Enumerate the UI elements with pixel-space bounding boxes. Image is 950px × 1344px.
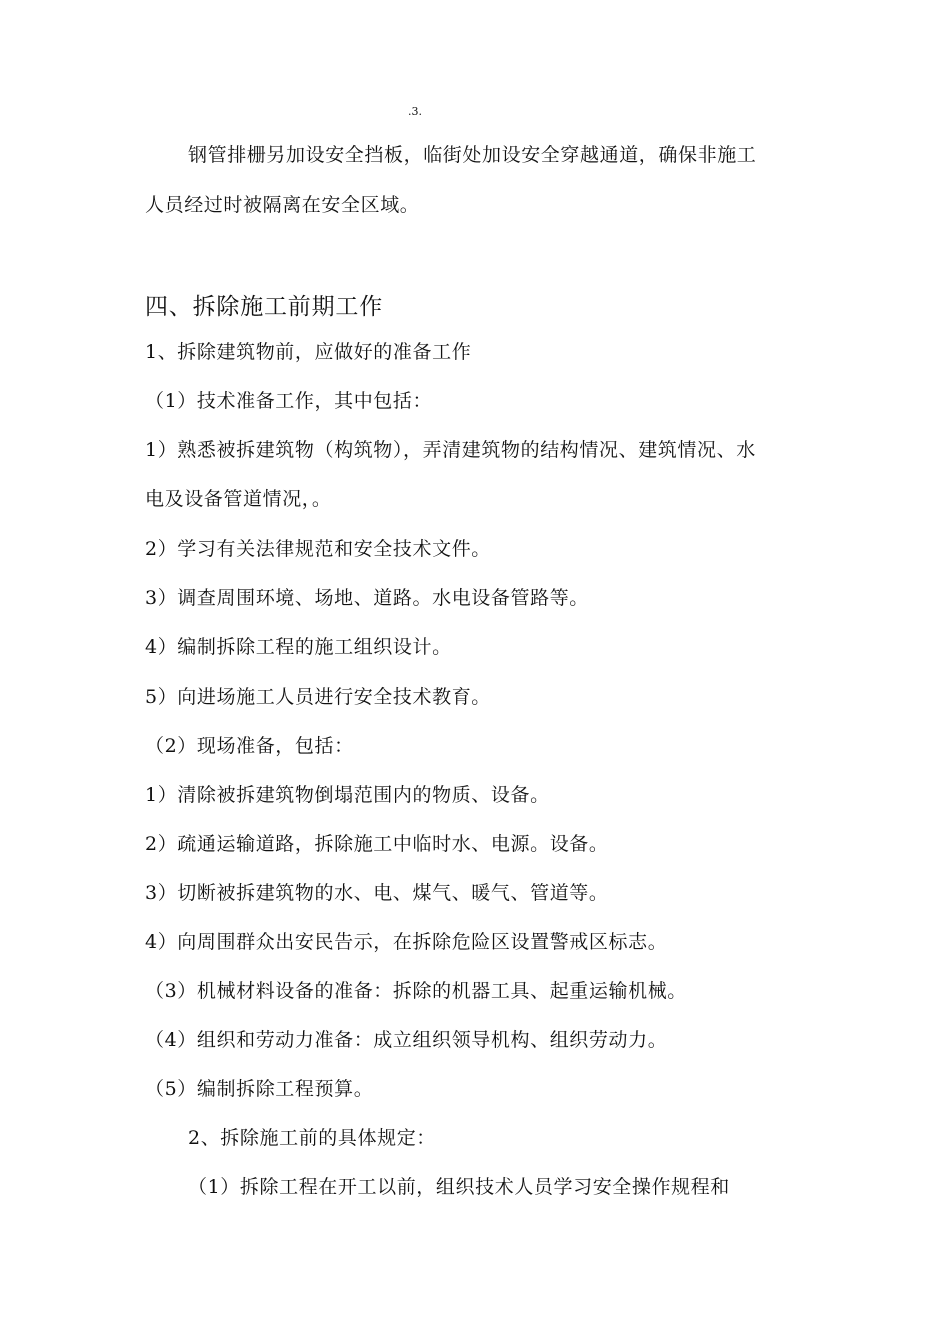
list-item: 1）清除被拆建筑物倒塌范围内的物质、设备。 <box>145 784 550 806</box>
section-heading: 四、拆除施工前期工作 <box>145 294 383 320</box>
page-number: .3. <box>408 105 422 118</box>
list-item: （4）组织和劳动力准备：成立组织领导机构、组织劳动力。 <box>145 1029 668 1051</box>
list-item: 2）学习有关法律规范和安全技术文件。 <box>145 538 491 560</box>
list-item: 电及设备管道情况，。 <box>145 488 332 510</box>
list-item: 3）调查周围环境、场地、道路。水电设备管路等。 <box>145 587 589 609</box>
list-item: 2、拆除施工前的具体规定： <box>188 1127 436 1149</box>
list-item: 4）编制拆除工程的施工组织设计。 <box>145 636 452 658</box>
list-item: 1）熟悉被拆建筑物（构筑物），弄清建筑物的结构情况、建筑情况、水 <box>145 439 756 461</box>
list-item: （3）机械材料设备的准备：拆除的机器工具、起重运输机械。 <box>145 980 687 1002</box>
list-item: 4）向周围群众出安民告示，在拆除危险区设置警戒区标志。 <box>145 931 668 953</box>
intro-line-2: 人员经过时被隔离在安全区域。 <box>145 194 420 216</box>
list-item: （1）技术准备工作，其中包括： <box>145 390 433 412</box>
intro-line-1: 钢管排栅另加设安全挡板，临街处加设安全穿越通道，确保非施工 <box>188 144 757 166</box>
list-item: 3）切断被拆建筑物的水、电、煤气、暖气、管道等。 <box>145 882 609 904</box>
list-item: 1、拆除建筑物前，应做好的准备工作 <box>145 341 472 363</box>
list-item: （1）拆除工程在开工以前，组织技术人员学习安全操作规程和 <box>188 1176 730 1198</box>
list-item: 2）疏通运输道路，拆除施工中临时水、电源。设备。 <box>145 833 609 855</box>
list-item: （5）编制拆除工程预算。 <box>145 1078 374 1100</box>
list-item: 5）向进场施工人员进行安全技术教育。 <box>145 686 491 708</box>
list-item: （2）现场准备，包括： <box>145 735 354 757</box>
